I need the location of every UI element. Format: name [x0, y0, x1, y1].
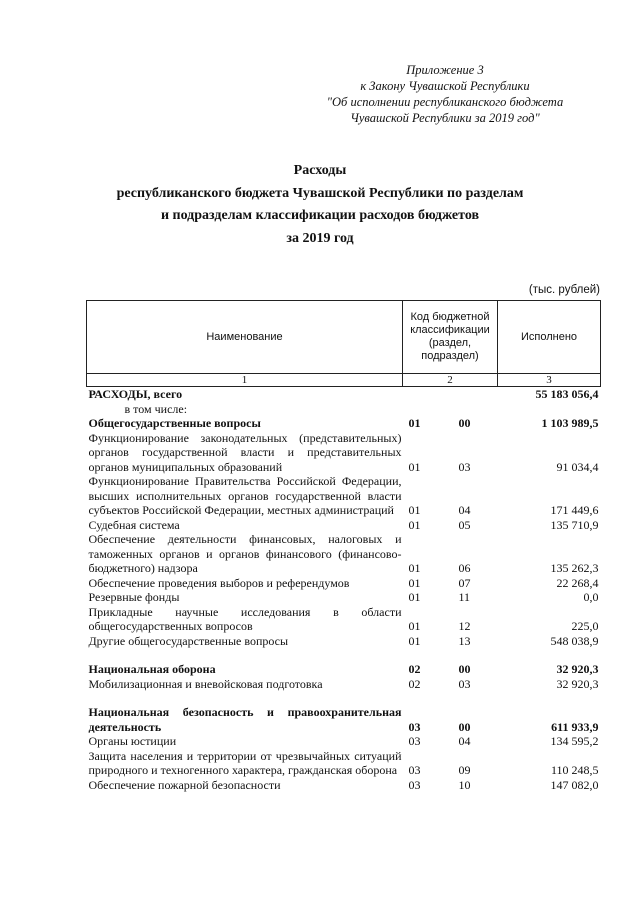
row-razdel: 03	[408, 734, 421, 748]
row-razdel: 03	[408, 763, 421, 777]
row-podrazdel: 13	[458, 633, 471, 648]
row-amount: 32 920,3	[556, 662, 599, 676]
row-name: Резервные фонды	[88, 590, 180, 604]
row-podrazdel: 07	[458, 575, 471, 590]
column-number: 3	[498, 374, 601, 387]
row-podrazdel: 04	[458, 734, 471, 748]
column-number: 1	[87, 374, 403, 387]
row-name: Судебная система	[88, 517, 180, 532]
table-row	[87, 532, 601, 576]
header-name: Наименование	[87, 301, 403, 374]
row-amount: 135 262,3	[550, 561, 599, 575]
title-line-3: и подразделам классификации расходов бюджетов	[160, 208, 480, 223]
row-razdel: 01	[408, 459, 421, 474]
row-name: Национальная оборона	[88, 662, 216, 676]
row-name: Национальная безопасность и правоохранительная деятельность	[88, 705, 402, 734]
row-amount: 91 034,4	[556, 459, 599, 474]
row-podrazdel: 11	[458, 590, 471, 604]
appendix-line-3: "Об исполнении республиканского бюджета	[326, 95, 564, 109]
title-line-4: за 2019 год	[286, 230, 354, 246]
row-podrazdel: 12	[458, 619, 471, 633]
table-row	[87, 749, 601, 778]
row-razdel: 03	[408, 777, 421, 792]
row-name: Органы юстиции	[88, 734, 177, 748]
row-name: Обеспечение пожарной безопасности	[88, 777, 281, 792]
table-row	[87, 416, 601, 431]
row-amount: 548 038,9	[550, 633, 599, 648]
table-row	[87, 634, 601, 649]
row-razdel: 01	[408, 517, 421, 532]
table-row	[87, 605, 601, 634]
row-amount: 611 933,9	[551, 719, 599, 734]
row-razdel: 01	[408, 416, 421, 430]
row-razdel: 03	[408, 719, 421, 734]
row-name: Мобилизационная и вневойсковая подготовка	[88, 676, 323, 691]
row-podrazdel: 09	[458, 763, 471, 777]
table-row	[87, 576, 601, 591]
table-row	[87, 778, 601, 793]
table-row	[87, 431, 601, 475]
row-podrazdel: 05	[458, 517, 471, 532]
total-row	[87, 387, 601, 402]
spacer-row	[87, 691, 601, 705]
row-amount: 32 920,3	[556, 676, 599, 691]
row-podrazdel: 04	[458, 503, 471, 517]
appendix-line-4: Чувашской Республики за 2019 год"	[350, 111, 540, 125]
row-name: Функционирование законодательных (представительных) органов государственной власти и представительных органов муниципальных образований	[88, 430, 402, 474]
total-amount: 55 183 056,4	[535, 387, 599, 401]
row-razdel: 01	[408, 590, 421, 604]
units-label: (тыс. рублей)	[528, 284, 600, 296]
row-amount: 22 268,4	[556, 575, 599, 590]
row-name: Функционирование Правительства Российской Федерации, высших исполнительных органов государственной власти субъектов Российской Федерации, местных администраций	[88, 474, 402, 517]
row-amount: 147 082,0	[550, 777, 599, 792]
row-amount: 110 248,5	[550, 763, 599, 777]
row-podrazdel: 00	[458, 662, 471, 676]
appendix-note	[300, 62, 590, 126]
row-amount: 0,0	[583, 590, 599, 604]
expenses-table	[86, 300, 601, 792]
column-number-row	[87, 374, 601, 387]
table-header-row	[87, 301, 601, 374]
row-razdel: 01	[408, 619, 421, 633]
row-podrazdel: 03	[458, 459, 471, 474]
total-label: РАСХОДЫ, всего	[88, 387, 183, 401]
row-amount: 135 710,9	[550, 517, 599, 532]
row-razdel: 01	[408, 633, 421, 648]
row-razdel: 02	[408, 676, 421, 691]
row-amount: 134 595,2	[550, 734, 599, 748]
table-row	[87, 590, 601, 605]
row-name: Защита населения и территории от чрезвычайных ситуаций природного и техногенного характера, гражданская оборона	[88, 748, 402, 777]
including-row	[87, 402, 601, 417]
table-row	[87, 662, 601, 677]
row-name: Обеспечение проведения выборов и референдумов	[88, 575, 350, 590]
row-amount: 1 103 989,5	[541, 416, 599, 430]
title-line-2: республиканского бюджета Чувашской Республики по разделам	[116, 185, 524, 201]
row-razdel: 01	[408, 575, 421, 590]
table-row	[87, 705, 601, 734]
appendix-line-2: к Закону Чувашской Республики	[360, 79, 530, 93]
table-row	[87, 677, 601, 692]
row-amount: 171 449,6	[550, 503, 599, 517]
header-executed: Исполнено	[498, 301, 601, 374]
table-row	[87, 518, 601, 533]
row-name: Другие общегосударственные вопросы	[88, 633, 289, 648]
row-name: Обеспечение деятельности финансовых, налоговых и таможенных органов и органов финансового (финансово-бюджетного) надзора	[88, 532, 402, 575]
row-amount: 225,0	[571, 619, 599, 633]
row-name: Прикладные научные исследования в области общегосударственных вопросов	[88, 604, 402, 633]
table-row	[87, 474, 601, 518]
row-name: Общегосударственные вопросы	[88, 416, 261, 430]
row-podrazdel: 00	[458, 719, 471, 734]
row-podrazdel: 00	[458, 416, 471, 430]
table-row	[87, 734, 601, 749]
appendix-line-1: Приложение 3	[406, 63, 484, 77]
row-podrazdel: 06	[458, 561, 471, 575]
row-razdel: 01	[408, 561, 421, 575]
row-podrazdel: 03	[458, 676, 471, 691]
document-title	[60, 160, 580, 250]
title-line-1: Расходы	[293, 163, 347, 178]
header-code: Код бюджетной классификации (раздел, подраздел)	[403, 301, 498, 374]
spacer-row	[87, 648, 601, 662]
row-podrazdel: 10	[458, 777, 471, 792]
including-label: в том числе:	[124, 401, 188, 416]
row-razdel: 01	[408, 503, 421, 517]
row-razdel: 02	[408, 662, 421, 676]
column-number: 2	[403, 374, 498, 387]
